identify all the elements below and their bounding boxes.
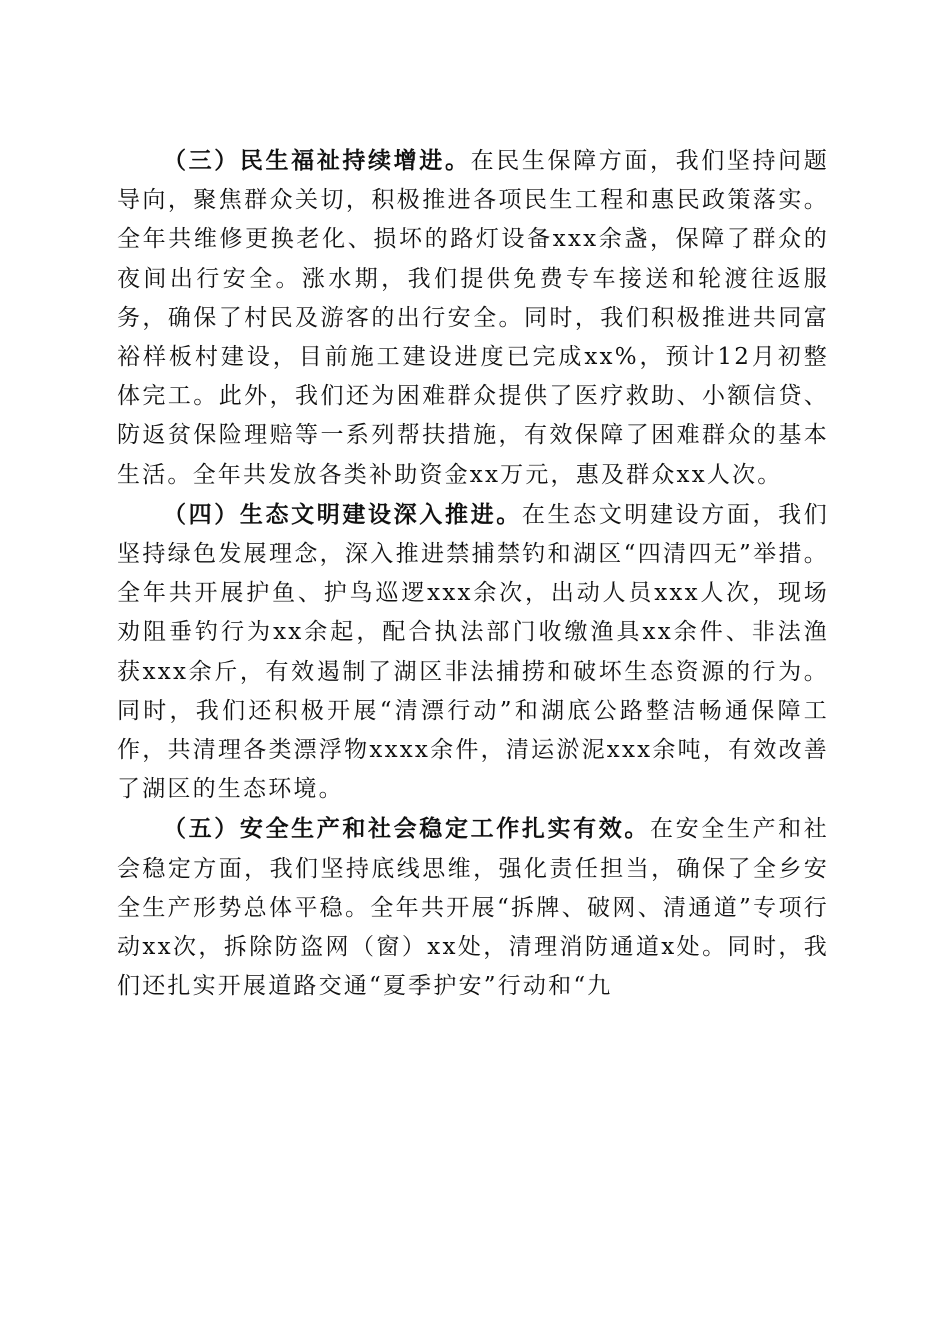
paragraph-livelihood	[117, 141, 829, 495]
document-body	[117, 141, 829, 1006]
paragraph-heading: （五）安全生产和社会稳定工作扎实有效。	[163, 815, 650, 843]
paragraph-safety	[117, 809, 829, 1006]
paragraph-text: 在民生保障方面，我们坚持问题导向，聚焦群众关切，积极推进各项民生工程和惠民政策落实。全年共维修更换老化、损坏的路灯设备xxx余盏，保障了群众的夜间出行安全。涨水期，我们提供免费专车接送和轮渡往返服务，确保了村民及游客的出行安全。同时，我们积极推进共同富裕样板村建设，目前施工建设进度已完成xx%，预计12月初整体完工。此外，我们还为困难群众提供了医疗救助、小额信贷、防返贫保险理赔等一系列帮扶措施，有效保障了困难群众的基本生活。全年共发放各类补助资金xx万元，惠及群众xx人次。	[117, 148, 829, 488]
paragraph-ecology	[117, 495, 829, 810]
paragraph-text: 在生态文明建设方面，我们坚持绿色发展理念，深入推进禁捕禁钓和湖区“四清四无”举措。全年共开展护鱼、护鸟巡逻xxx余次，出动人员xxx人次，现场劝阻垂钓行为xx余起，配合执法部门收缴渔具xx余件、非法渔获xxx余斤，有效遏制了湖区非法捕捞和破坏生态资源的行为。同时，我们还积极开展“清漂行动”和湖底公路整洁畅通保障工作，共清理各类漂浮物xxxx余件，清运淤泥xxx余吨，有效改善了湖区的生态环境。	[117, 501, 829, 803]
paragraph-text: 在安全生产和社会稳定方面，我们坚持底线思维，强化责任担当，确保了全乡安全生产形势总体平稳。全年共开展“拆牌、破网、清通道”专项行动xx次，拆除防盗网（窗）xx处，清理消防通道x处。同时，我们还扎实开展道路交通“夏季护安”行动和“九	[117, 816, 829, 1000]
paragraph-heading: （三）民生福祉持续增进。	[163, 147, 471, 174]
paragraph-heading: （四）生态文明建设深入推进。	[163, 500, 522, 528]
